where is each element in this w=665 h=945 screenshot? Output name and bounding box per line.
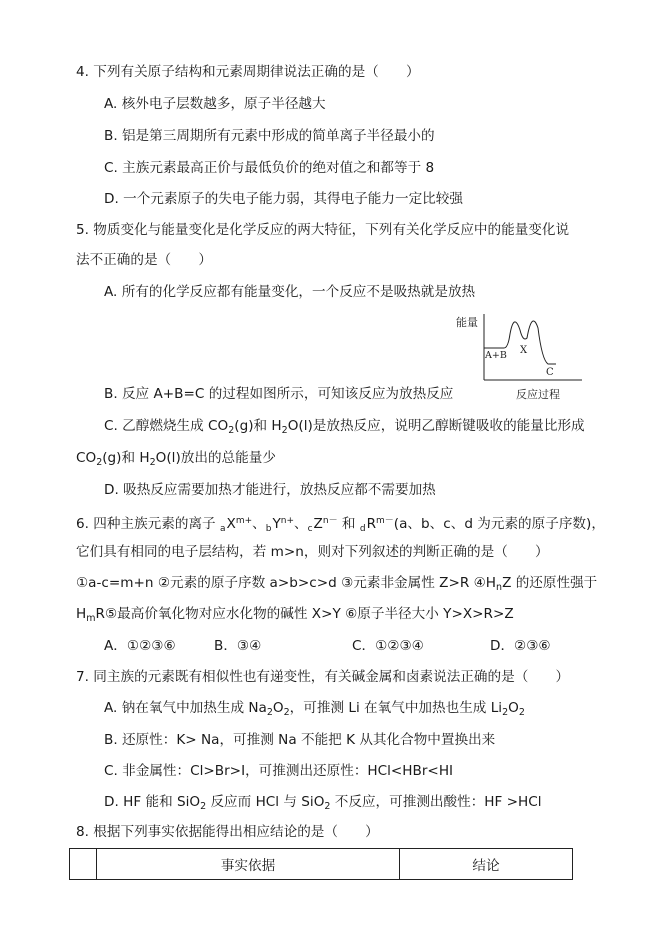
q8-table bbox=[69, 848, 573, 880]
energy-ylabel: 能量 bbox=[456, 316, 478, 329]
q7-stem: 7. 同主族的元素既有相似性也有递变性，有关碱金属和卤素说法正确的是（ ） bbox=[76, 669, 570, 685]
q6-stem-line1: 6. 四种主族元素的离子 $_aX^{m+}$、$_bY^{n+}$、$_cZ^{n-}$ 和 $_dR^{m-}(a$、b、c、d 为元素的原子序数)， bbox=[76, 516, 605, 534]
q5-option-b: B. 反应 A+B=C 的过程如图所示，可知该反应为放热反应 bbox=[104, 386, 454, 402]
q6-stem-line2: 它们具有相同的电子层结构，若 m>n，则对下列叙述的判断正确的是（ ） bbox=[76, 544, 549, 560]
table-row bbox=[70, 849, 573, 880]
q7-option-d: D. HF 能和 SiO$_2$ 反应而 HCl 与 SiO$_2$ 不反应，可推测出酸性：HF >HCl bbox=[104, 794, 542, 812]
table-header-conclusion: 结论 bbox=[400, 849, 573, 880]
q4-option-d: D. 一个元素原子的失电子能力弱，其得电子能力一定比较强 bbox=[104, 191, 463, 207]
table-header-basis: 事实依据 bbox=[97, 849, 400, 880]
q6-statements-line1: ①a-c=m+n ②元素的原子序数 a>b>c>d ③元素非金属性 Z>R $④H_nZ$ 的还原性强于 bbox=[76, 575, 598, 593]
q5-option-c: C. 乙醇燃烧生成 $CO_2(g)$和 $H_2O(l)$是放热反应，说明乙醇断键吸收的能量比形成 bbox=[104, 418, 585, 436]
q5-option-a: A. 所有的化学反应都有能量变化，一个反应不是吸热就是放热 bbox=[104, 284, 476, 300]
q7-option-c: C. 非金属性：Cl>Br>I，可推测出还原性：HCl<HBr<HI bbox=[104, 763, 454, 779]
energy-label-c: C bbox=[546, 367, 554, 378]
q4-option-b: B. 铝是第三周期所有元素中形成的简单离子半径最小的 bbox=[104, 128, 435, 144]
q5-stem-line1: 5. 物质变化与能量变化是化学反应的两大特征，下列有关化学反应中的能量变化说 bbox=[76, 222, 570, 238]
q4-stem: 4. 下列有关原子结构和元素周期律说法正确的是（ ） bbox=[76, 64, 420, 80]
q6-option-d: D．②③⑥ bbox=[490, 638, 551, 654]
energy-diagram bbox=[456, 314, 582, 404]
table-cell-index bbox=[70, 849, 97, 880]
q6-option-b: B．③④ bbox=[214, 638, 262, 654]
q5-option-c-cont: $CO_2(g)$和 $H_2O(l)$放出的总能量少 bbox=[76, 450, 276, 468]
q5-option-d: D. 吸热反应需要加热才能进行，放热反应都不需要加热 bbox=[104, 482, 436, 498]
q7-option-b: B. 还原性：K> Na，可推测 Na 不能把 K 从其化合物中置换出来 bbox=[104, 732, 496, 748]
energy-label-ab: A+B bbox=[485, 350, 507, 361]
q7-option-a: A. 钠在氧气中加热生成 $Na_2O_2$，可推测 Li 在氧气中加热也生成 $Li_2O_2$ bbox=[104, 700, 525, 718]
energy-xlabel: 反应过程 bbox=[516, 388, 560, 401]
q6-option-c: C．①②③④ bbox=[352, 638, 424, 654]
q8-stem: 8. 根据下列事实依据能得出相应结论的是（ ） bbox=[76, 824, 379, 840]
q6-statements-line2: $H_mR⑤$最高价氧化物对应水化物的碱性 X>Y ⑥原子半径大小 Y>X>R>Z bbox=[76, 606, 514, 624]
q5-stem-line2: 法不正确的是（ ） bbox=[76, 252, 212, 268]
energy-label-x: X bbox=[520, 345, 528, 356]
q4-option-c: C. 主族元素最高正价与最低负价的绝对值之和都等于 8 bbox=[104, 160, 435, 176]
q6-option-a: A．①②③⑥ bbox=[104, 638, 176, 654]
q4-option-a: A. 核外电子层数越多，原子半径越大 bbox=[104, 96, 326, 112]
